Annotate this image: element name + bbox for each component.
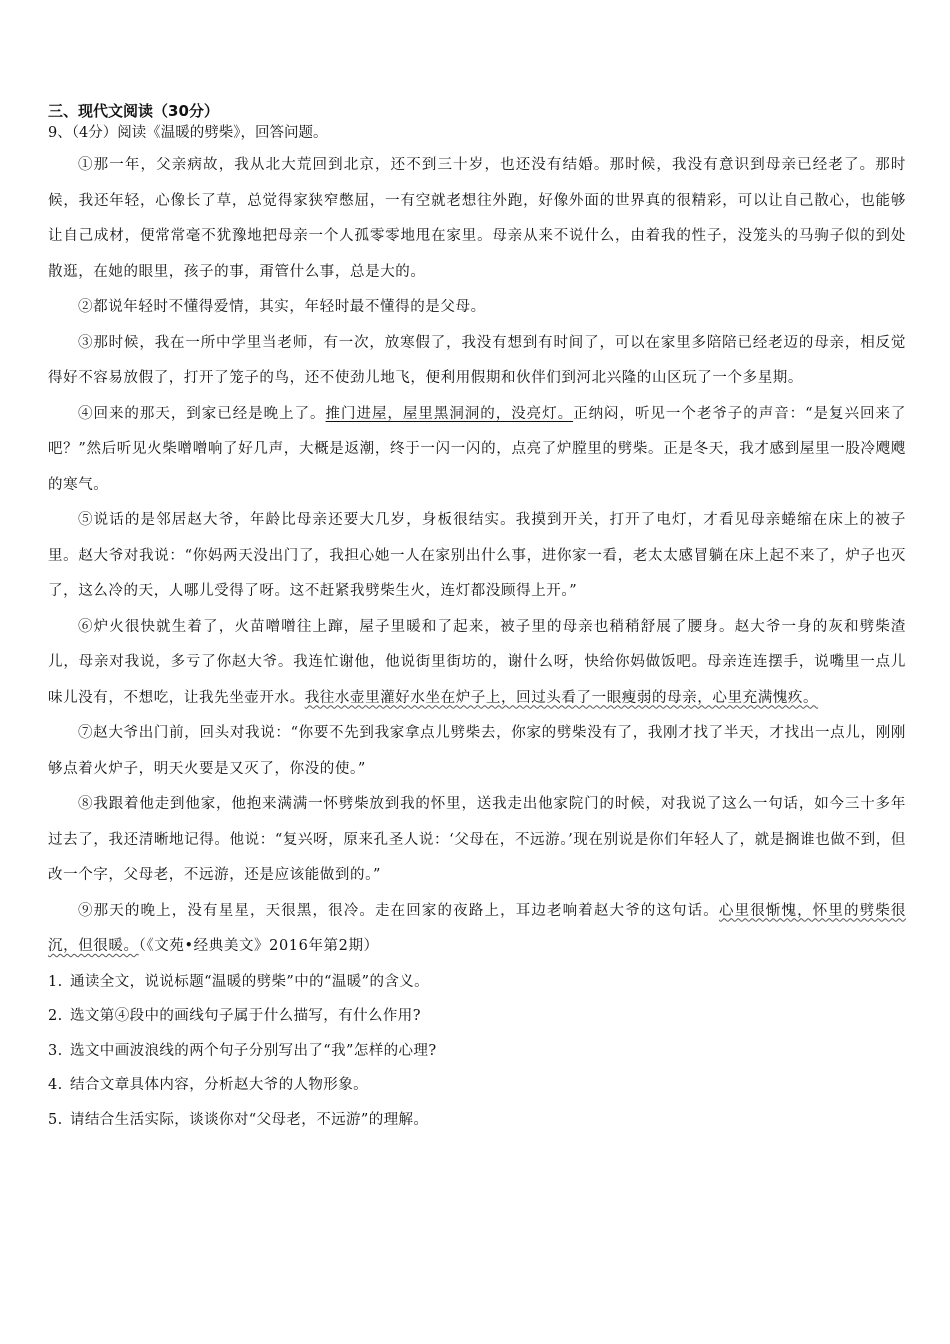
paragraph-7: ⑦赵大爷出门前，回头对我说：“你要不先到我家拿点儿劈柴去，你家的劈柴没有了，我刚才找了半天，才找出一点儿，刚刚够点着火炉子，明天火要是又灭了，你没的使。” <box>48 725 906 777</box>
paragraph-5: ⑤说话的是邻居赵大爷，年龄比母亲还要大几岁，身板很结实。我摸到开关，打开了电灯，才看见母亲蜷缩在床上的被子里。赵大爷对我说：“你妈两天没出门了，我担心她一人在家别出什么事，进你家一看，老太太感冒躺在床上起不来了，炉子也灭了，这么冷的天，人哪儿受得了呀。这不赶紧我劈柴生火，连灯都没顾得上开。” <box>48 512 906 599</box>
underlined-sentence: 推门进屋，屋里黑洞洞的，没亮灯。 <box>325 405 574 422</box>
question-intro: 9、（4分）阅读《温暖的劈柴》，回答问题。 <box>48 125 328 141</box>
question-number: 4. <box>48 1077 63 1093</box>
paragraph-6-lead: ⑥炉火很快就生着了，火苗噌噌往上蹿，屋子里暖和了起来，被子里的母亲也稍稍舒展了腰身。赵大爷一身的灰和劈柴渣儿，母亲对我说，多亏了你赵大爷。我连忙谢他，他说街里街坊的，谢什么呀，快给你妈做饭吧。母亲连连摆手，说嘴里一点儿味儿没有，不想吃，让我先坐壶开水。 <box>48 618 906 706</box>
paragraph-8: ⑧我跟着他走到他家，他抱来满满一怀劈柴放到我的怀里，送我走出他家院门的时候，对我说了这么一句话，如今三十多年过去了，我还清晰地记得。他说：“复兴呀，原来孔圣人说：‘父母在，不远游。’现在别说是你们年轻人了，就是搁谁也做不到，但改一个字，父母老，不远游，还是应该能做到的。” <box>48 796 906 883</box>
question-number: 3. <box>48 1042 63 1059</box>
question-number: 2. <box>48 1008 63 1024</box>
question-text: 选文第④段中的画线句子属于什么描写，有什么作用? <box>70 1008 421 1024</box>
document-page <box>48 100 906 1137</box>
paragraph-1: ①那一年，父亲病故，我从北大荒回到北京，还不到三十岁，也还没有结婚。那时候，我没有意识到母亲已经老了。那时候，我还年轻，心像长了草，总觉得家狭窄憋屈，一有空就老想往外跑，好像外面的世界真的很精彩，可以让自己散心，也能够让自己成材，便常常毫不犹豫地把母亲一个人孤零零地甩在家里。母亲从来不说什么，由着我的性子，没笼头的马驹子似的到处散逛，在她的眼里，孩子的事，甭管什么事，总是大的。 <box>48 157 906 280</box>
paragraph-4-lead: ④回来的那天，到家已经是晚上了。 <box>78 405 326 422</box>
paragraph-4-rest: 正纳闷，听见一个老爷子的声音：“是复兴回来了吧？”然后听见火柴噌噌响了好几声，大概是返潮，终于一闪一闪的，点亮了炉膛里的劈柴。正是冬天，我才感到屋里一股冷飕飕的寒气。 <box>48 405 906 493</box>
wavy-sentence-2: 心里很惭愧，怀里的劈柴很沉，但很暖。 <box>48 902 906 954</box>
section-title: 三、现代文阅读（30分） <box>48 102 219 120</box>
question-item <box>48 999 906 1034</box>
question-text: 结合文章具体内容，分析赵大爷的人物形象。 <box>70 1077 368 1093</box>
paragraph-2: ②都说年轻时不懂得爱情，其实，年轻时最不懂得的是父母。 <box>78 299 486 315</box>
question-number: 5. <box>48 1111 63 1128</box>
question-text: 通读全文，说说标题“温暖的劈柴”中的“温暖”的含义。 <box>70 973 430 990</box>
question-item <box>48 1034 906 1069</box>
question-item <box>48 1068 906 1103</box>
paragraph-4 <box>48 397 906 504</box>
question-number: 1. <box>48 973 63 990</box>
question-text: 选文中画波浪线的两个句子分别写出了“我”怎样的心理? <box>70 1042 437 1059</box>
question-text: 请结合生活实际，谈谈你对“父母老，不远游”的理解。 <box>70 1111 429 1128</box>
paragraph-6 <box>48 610 906 717</box>
source-citation: （《文苑•经典美文》2016年第2期） <box>138 938 379 954</box>
paragraph-3: ③那时候，我在一所中学里当老师，有一次，放寒假了，我没有想到有时间了，可以在家里多陪陪已经老迈的母亲，相反觉得好不容易放假了，打开了笼子的鸟，还不使劲儿地飞，便利用假期和伙伴们到河北兴隆的山区玩了一个多星期。 <box>48 334 906 386</box>
passage <box>48 148 906 965</box>
paragraph-9-lead: ⑨那天的晚上，没有星星，天很黑，很冷。走在回家的夜路上，耳边老响着赵大爷的这句话。 <box>78 902 719 919</box>
question-list <box>48 965 906 1138</box>
wavy-sentence-1: 我往水壶里灌好水坐在炉子上，回过头看了一眼瘦弱的母亲，心里充满愧疚。 <box>304 689 819 706</box>
question-item <box>48 965 906 1000</box>
question-item <box>48 1103 906 1138</box>
paragraph-9 <box>48 894 906 965</box>
